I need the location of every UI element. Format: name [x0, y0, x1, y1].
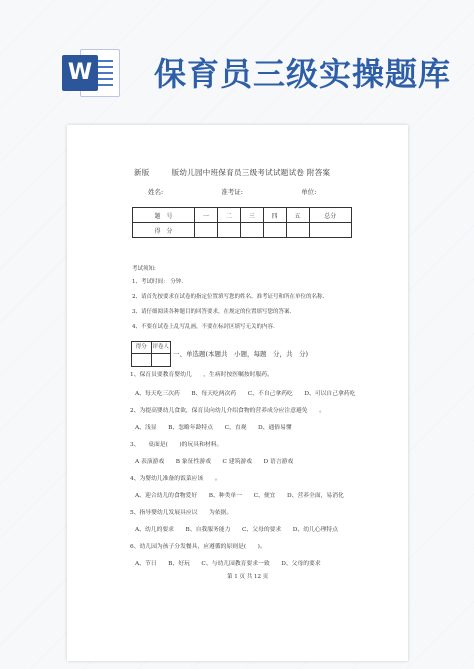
exam-title-left: 新版 — [134, 168, 150, 177]
page-footer: 第 1 页 共 12 页 — [227, 574, 269, 580]
question-options: A 表演游戏 B 象征性游戏 C 建筑游戏 D 语言游戏 — [135, 459, 294, 465]
page-title: 保育员三级实操题库 — [154, 55, 452, 93]
exam-title — [134, 169, 330, 177]
header — [0, 0, 474, 120]
question-text: 3、 桌面是( )的玩具和材料。 — [130, 442, 223, 448]
table-cell: 得 分 — [133, 223, 195, 238]
grader-score-label: 得分 — [132, 342, 152, 353]
table-cell — [217, 223, 240, 238]
note-item: 4、不要在试卷上乱写乱画，不要在标封区填写无关的内容. — [132, 324, 275, 330]
question-options: A、每天吃三次药 B、每天吃两次药 C、不自己拿药吃 D、可以自己拿药吃 — [135, 391, 356, 397]
table-cell — [286, 223, 309, 238]
question-text: 4、为婴幼儿准备的饭菜应该 。 — [130, 476, 221, 482]
note-item: 2、请首先按要求在试卷的指定位置填写您的姓名、准考证号和所在单位的名称. — [132, 294, 325, 300]
question-text: 5、指导婴幼儿发展具应以 为依据。 — [130, 510, 233, 516]
grader-box — [131, 341, 171, 367]
question-options: A、浅显 B、忽略年龄特点 C、直观 D、通俗易懂 — [135, 425, 292, 431]
question-options: A、节日 B、好玩 C、与幼儿园教育要求一致 D、父母的要求 — [135, 561, 321, 567]
table-cell: 四 — [263, 208, 286, 223]
table-cell: 总分 — [309, 208, 352, 223]
candidate-info — [148, 188, 336, 196]
table-cell: 题 号 — [133, 208, 195, 223]
note-item: 1、考试时间： 分钟. — [132, 279, 183, 285]
name-label: 姓名: — [148, 188, 164, 196]
table-cell: 三 — [240, 208, 263, 223]
score-table-score-row — [133, 223, 352, 238]
document-page — [67, 125, 408, 661]
exam-title-right: 版幼儿园中班保育员三级考试试题试卷 附答案 — [171, 168, 331, 177]
word-letter: W — [62, 55, 98, 91]
table-cell — [195, 223, 218, 238]
question-text: 1、保育员要教育婴幼儿 ，生病时按医嘱按时服药。 — [130, 372, 273, 378]
question-text: 6、幼儿园为孩子分发餐具，应遵循的原则是( )。 — [130, 544, 266, 550]
score-table-header-row — [133, 208, 352, 223]
exam-no-label: 准考证: — [221, 188, 243, 196]
question-text: 2、为提高婴幼儿食欲，保育员向幼儿介绍食物的营养成分应注意避免 。 — [130, 408, 325, 414]
grader-reviewer-label: 评卷人 — [152, 344, 169, 350]
unit-label: 单位: — [301, 188, 317, 196]
question-options: A、迎合幼儿的食物爱好 B、种类单一 C、便宜 D、营养全面，易消化 — [135, 493, 344, 499]
table-cell — [309, 223, 352, 238]
notes-heading: 考试须知: — [132, 266, 156, 272]
question-options: A、幼儿的要求 B、自我服务能力 C、父母的要求 D、幼儿心理特点 — [135, 527, 339, 533]
section-title: 一、单选题(本题共 小题，每题 分，共 分) — [173, 350, 309, 358]
table-cell — [263, 223, 286, 238]
table-cell: 二 — [217, 208, 240, 223]
table-cell: 一 — [195, 208, 218, 223]
score-table — [132, 207, 352, 238]
word-document-icon — [62, 43, 120, 99]
table-cell: 五 — [286, 208, 309, 223]
note-item: 3、请仔细阅读各种题目的回答要求，在规定的位置填写您的答案. — [132, 309, 292, 315]
table-cell — [240, 223, 263, 238]
